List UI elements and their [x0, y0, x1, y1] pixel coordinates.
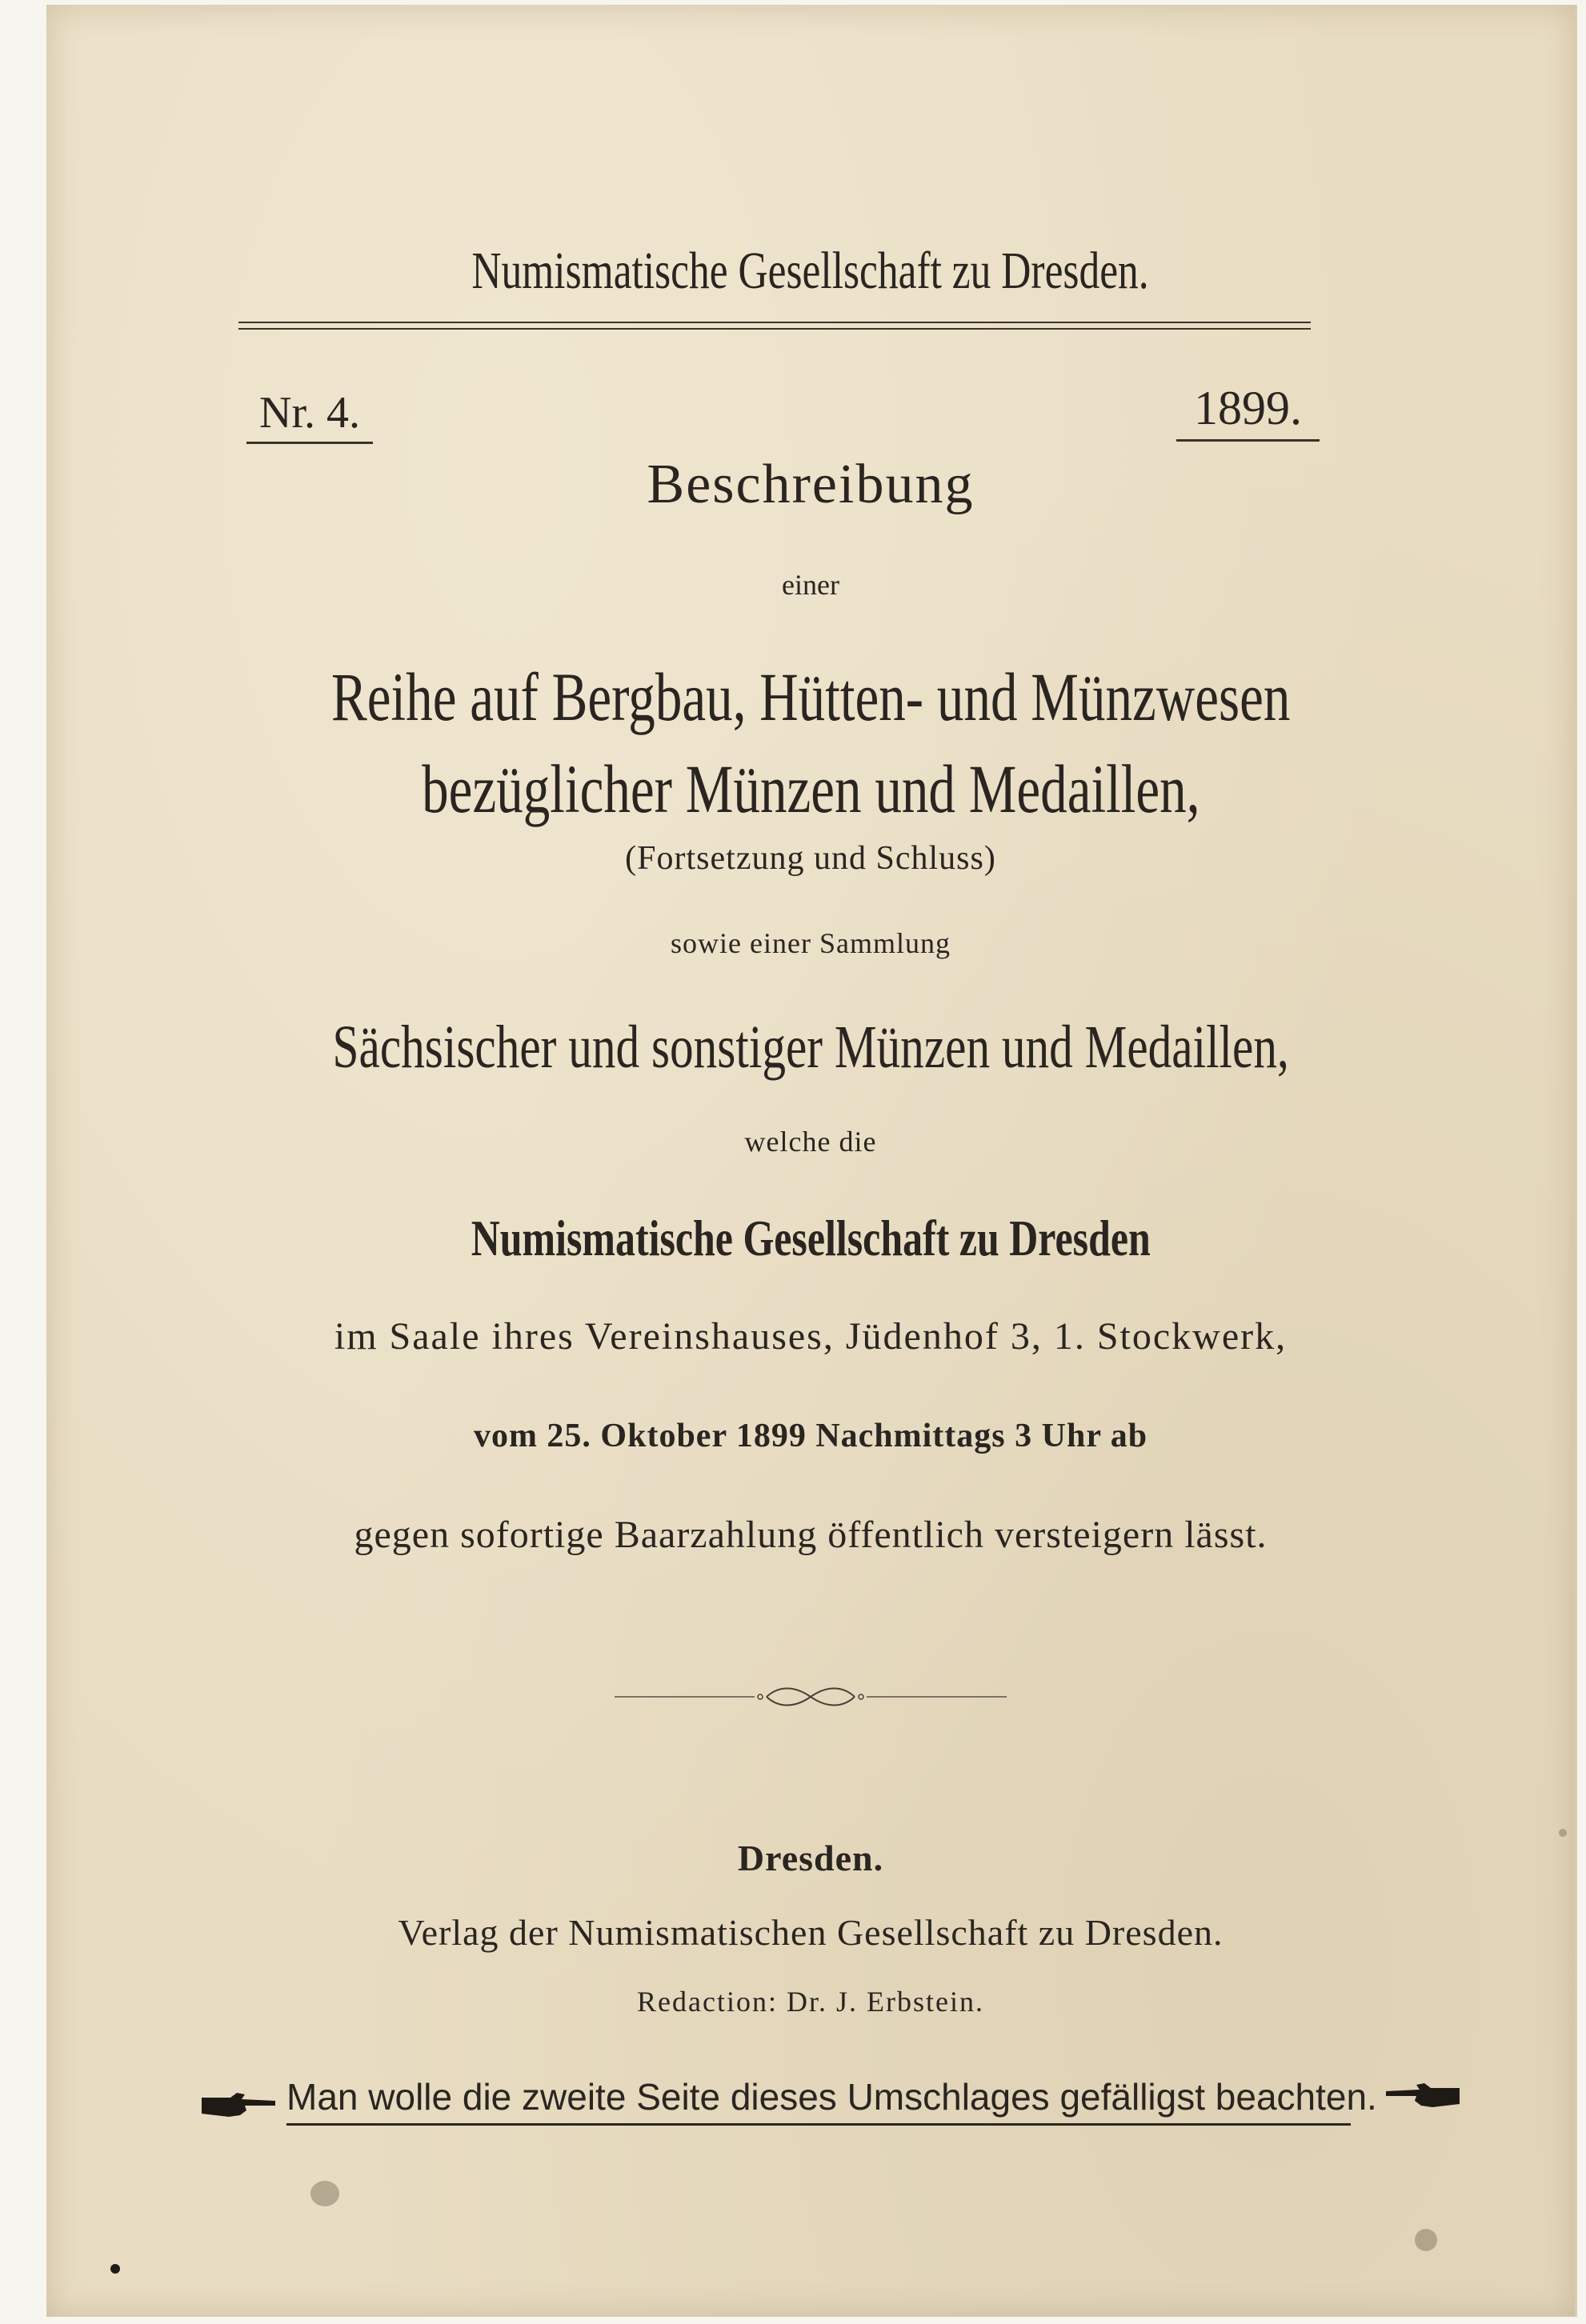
- society-name-text: Numismatische Gesellschaft zu Dresden: [471, 1210, 1151, 1266]
- society-header: [46, 241, 1575, 302]
- margin-dot: [110, 2264, 120, 2274]
- header-double-rule: [238, 322, 1311, 330]
- auction-location: im Saale ihres Vereinshauses, Jüdenhof 3, 1. Stockwerk,: [334, 1315, 1288, 1358]
- auction-date: vom 25. Oktober 1899 Nachmittags 3 Uhr ab: [473, 1418, 1148, 1454]
- title-sowie: sowie einer Sammlung: [671, 927, 951, 959]
- society-header-text: Numismatische Gesellschaft zu Dresden.: [471, 242, 1150, 300]
- ornament-divider-icon: [615, 1681, 1007, 1713]
- title-beschreibung: Beschreibung: [647, 454, 975, 515]
- issue-number: Nr. 4.: [246, 387, 373, 444]
- title-line-3: [46, 1013, 1575, 1082]
- title-line-3-text: Sächsischer und sonstiger Münzen und Medaillen,: [332, 1014, 1289, 1081]
- notice-line: [166, 2075, 1447, 2147]
- title-einer: einer: [782, 569, 839, 601]
- publisher-line: Verlag der Numismatischen Gesellschaft zu Dresden.: [398, 1912, 1224, 1953]
- paper-stain: [1415, 2229, 1437, 2251]
- issue-year: 1899.: [1176, 381, 1320, 442]
- paper-stain: [310, 2181, 339, 2206]
- society-name: [46, 1209, 1575, 1268]
- pointing-hand-right-icon: [198, 2090, 278, 2122]
- cover-page: [46, 5, 1577, 2317]
- paper-stain: [1559, 1829, 1567, 1837]
- title-line-2-text: bezüglicher Münzen und Medaillen,: [421, 750, 1200, 827]
- title-line-1: [46, 657, 1575, 737]
- title-fortsetzung: (Fortsetzung und Schluss): [625, 840, 996, 877]
- auction-terms: gegen sofortige Baarzahlung öffentlich versteigern lässt.: [354, 1514, 1268, 1556]
- publisher-city: Dresden.: [737, 1838, 884, 1878]
- pointing-hand-left-icon: [1383, 2080, 1463, 2112]
- redaction-line: Redaction: Dr. J. Erbstein.: [637, 1986, 984, 2018]
- title-line-2: [46, 749, 1575, 829]
- title-line-1-text: Reihe auf Bergbau, Hütten- und Münzwesen: [330, 658, 1291, 735]
- title-welche: welche die: [744, 1126, 877, 1158]
- notice-text: Man wolle die zweite Seite dieses Umschlages gefälligst beachten.: [286, 2075, 1351, 2126]
